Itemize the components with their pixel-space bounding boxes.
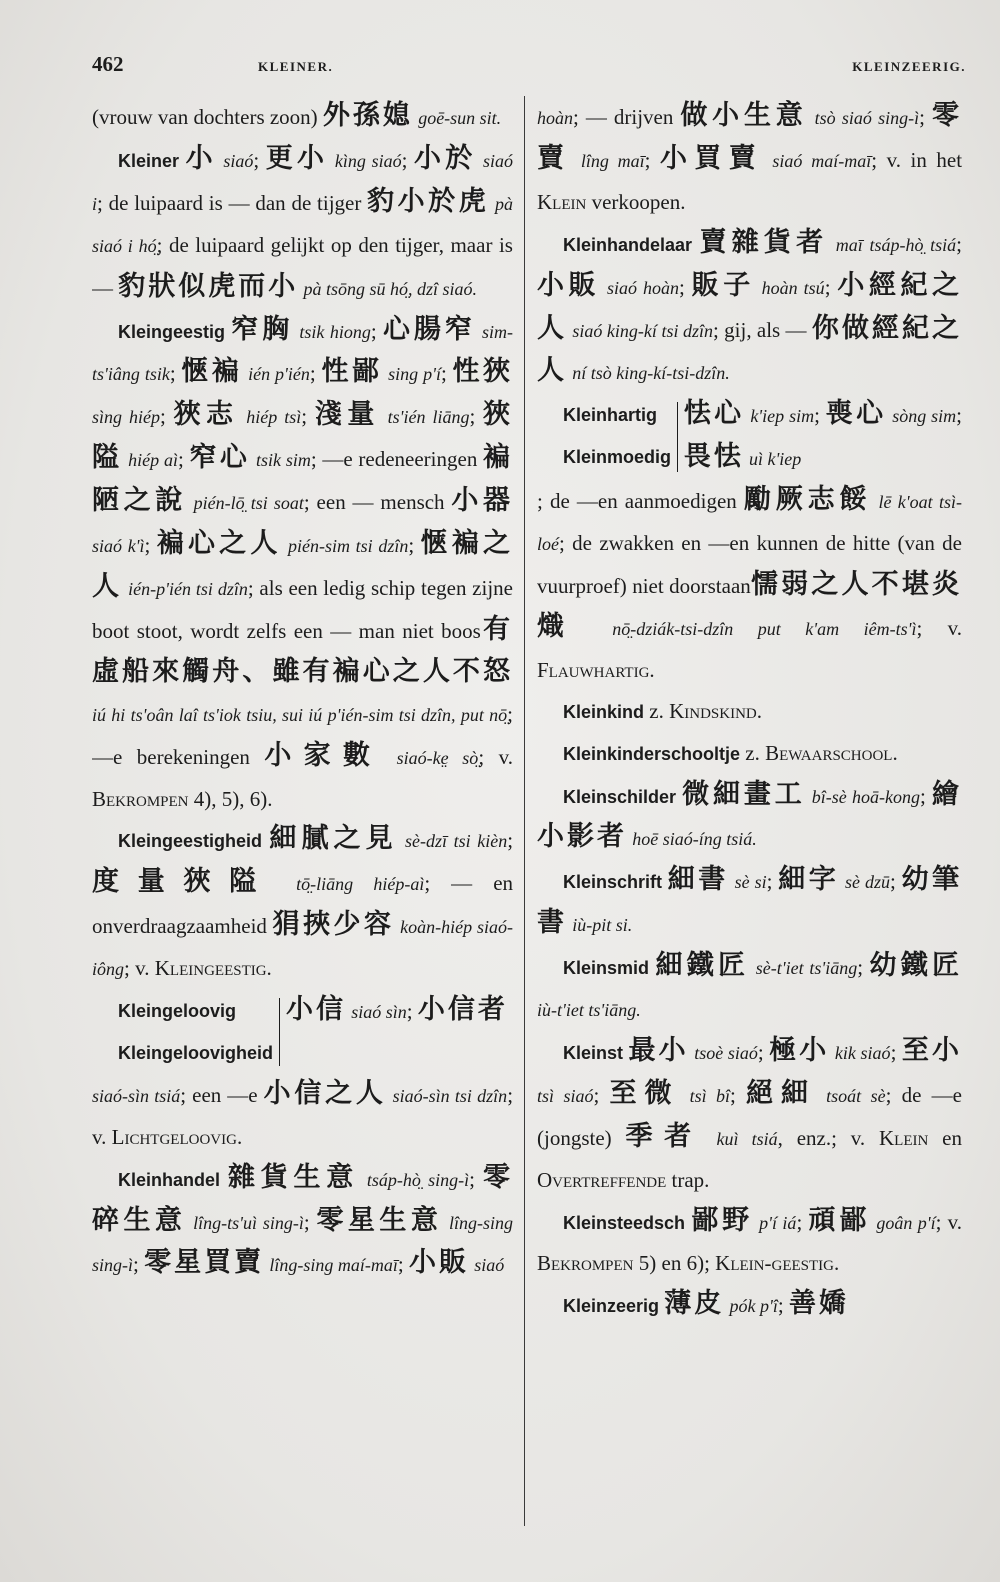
right-column [537,96,962,1536]
chinese-text: 雜貨生意 [228,1161,359,1193]
chinese-text: 小販 [408,1247,469,1279]
romanization: iù-t'iet ts'iāng. [537,1000,641,1021]
text: ; —e redeneeringen [310,447,483,472]
chinese-text: 褊陋之說 [92,442,513,517]
text: ; [397,1252,409,1277]
romanization: hiép tsì [246,407,302,428]
chinese-text: 零碎生意 [92,1161,513,1236]
text: ; [370,318,383,343]
romanization: tsò siaó sing-ì [814,108,920,128]
chinese-text: 狹隘 [92,399,513,474]
text: ; een — mensch [303,490,452,515]
text: ; [796,1209,809,1234]
entry-body [286,990,513,1074]
text: ; [814,403,826,428]
headword: Kleinst [563,1042,624,1063]
chinese-text: 細膩之見 [269,823,398,855]
chinese-text: 幼鐵匠 [869,950,962,982]
romanization: siaó-sìn tsiá [92,1085,181,1106]
chinese-text: 狷挾少容 [272,909,395,941]
romanization: tsoè siaó [694,1042,758,1063]
romanization: iú hi ts'oân laî ts'iok tsiu, sui iú p'ién-sim tsi dzîn, put nō̤ [92,704,508,725]
cross-reference: Klein-geestig. [715,1251,840,1276]
romanization: tsoát sè [826,1085,886,1106]
romanization: sim-ts'iâng tsik [92,321,513,385]
romanization: hoàn tsú [761,277,825,298]
romanization: sing p'í [388,364,441,385]
chinese-text: 季者 [625,1120,703,1152]
chinese-text: 鄙野 [691,1204,754,1236]
romanization: sè-dzī tsi kièn [405,831,508,852]
romanization: tsik sim [256,450,311,471]
entry-kleinschilder [537,775,962,861]
chinese-text: 勵厥志餒 [743,484,872,516]
text: trap. [666,1167,710,1192]
text: ; [144,533,157,558]
chinese-text: 小販 [537,269,601,301]
text: ; [440,361,453,386]
romanization: tsì bî [689,1085,731,1106]
cross-reference: Bekrompen [537,1251,634,1276]
romanization: goē-sun sit. [418,108,502,128]
column-divider [524,96,525,1526]
romanization: siaó sìn [351,1002,407,1023]
romanization: uì k'iep [748,449,802,470]
text: ; [253,147,266,172]
romanization: bî-sè hoā-kong [811,786,921,807]
chinese-text: 細鐵匠 [655,950,750,982]
headword: Kleinsteedsch [563,1212,686,1233]
romanization: siaó i [92,150,513,214]
text: ; de —e (jongste) [537,1082,962,1150]
chinese-text: 幼筆書 [537,864,962,939]
text: ; —e berekeningen [92,701,513,769]
text: ; v. [124,956,155,981]
text: 5) en 6); [633,1251,716,1276]
text: ; v. [92,1082,513,1149]
headword: Kleingeestigheid [118,831,263,852]
chinese-text: 善嬌 [788,1288,849,1320]
romanization: kik siaó [834,1042,891,1063]
entry-kleinschrift [537,860,962,946]
chinese-text: 愜褊之人 [92,528,513,602]
chinese-text: 零星買賣 [144,1247,265,1279]
chinese-text: 豹狀似虎而小 [118,270,299,302]
headword-group [537,394,671,480]
chinese-text: 小信者 [417,994,508,1026]
text: ; [644,147,661,172]
text: ; [766,869,779,894]
chinese-text: 繪小影者 [537,778,962,853]
text: ; [730,1082,747,1107]
text: ; als een ledig schip tegen zijne boot stoot, wordt zelfs een — man niet boos [92,575,513,643]
cross-reference: Bekrompen [92,786,189,811]
entry-kleinst [537,1031,962,1201]
chinese-text: 淺量 [314,399,380,431]
text: ; [469,404,484,429]
text: ; v. [916,615,962,640]
romanization: ts'ién liāng [387,407,470,428]
text: ; gij, als — [713,317,812,342]
text: ; — en onverdraagzaamheid [92,871,513,939]
romanization: siaó k'ì [92,536,145,557]
text: ; de —en aanmoedigen [537,489,744,514]
headword: Kleinzeerig [563,1296,660,1317]
chinese-text: 度量狹隘 [92,866,276,898]
headword: Kleinschrift [563,872,663,893]
chinese-text: 細書 [667,864,729,896]
romanization: lîng-ts'uì sing-ì [193,1212,304,1233]
text: ; [593,1082,610,1107]
text: ; — drijven [573,105,681,129]
text: ; [301,404,315,429]
romanization: kìng siaó [334,150,402,171]
romanization: tsáp-hò̤ sing-ì [366,1169,470,1190]
text: ; [303,1209,317,1234]
chinese-text: 怯心 [683,398,745,430]
chinese-text: 最小 [628,1034,689,1066]
text: ; [889,869,902,894]
entry-kleingeloovig-continuation [92,1074,513,1158]
romanization: siaó maí-maī [772,150,872,171]
chinese-text: 做小生意 [680,100,808,131]
entry-kleinhartig [537,394,962,480]
chinese-text: 小 [185,142,217,174]
romanization: siaó [223,150,254,171]
text: 4), 5), 6). [188,786,273,811]
chinese-text: 頑鄙 [808,1204,871,1236]
chinese-text: 至小 [901,1034,962,1066]
text: ; [406,999,418,1024]
text: ; [956,403,962,428]
text: ; v. [478,744,513,769]
text: ; [133,1252,145,1277]
cross-reference: Klein [879,1125,929,1150]
romanization: siaó [474,1255,505,1276]
chinese-text: 賣雜貨者 [699,226,829,258]
chinese-text: 販子 [691,269,755,301]
chinese-text: 小買賣 [660,142,763,174]
romanization: ién p'ién [248,364,310,385]
romanization: tsì siaó [537,1085,594,1106]
chinese-text: 愜褊 [181,356,243,388]
text: ; [469,1166,483,1191]
chinese-text: 窄心 [189,442,251,474]
chinese-text: 有虛船來觸舟、雖有褊心之人不怒 [92,613,513,687]
text: ; [408,533,421,558]
romanization: ní tsò king-kí-tsi-dzîn. [572,363,730,384]
cross-reference: Kindskind. [669,698,763,723]
chinese-text: 性鄙 [321,356,383,388]
romanization: kuì tsiá [716,1128,778,1149]
chinese-text: 小信之人 [263,1077,387,1109]
text: ; [309,361,322,386]
chinese-text: 薄皮 [664,1288,725,1320]
romanization: sìng hiép [92,407,160,428]
entry-continuation [537,96,962,223]
headword: Kleinhandelaar [563,234,693,255]
headword: Kleinkinderschooltje [563,743,741,764]
left-column [92,96,513,1536]
headword: Kleinhandel [118,1169,221,1190]
romanization: ién-p'ién tsi dzîn [128,578,248,599]
chinese-text: 心腸窄 [382,313,476,345]
chinese-text: 懦弱之人不堪炎熾 [537,568,962,642]
chinese-text: 窄胸 [231,313,294,345]
text: ; [169,361,182,386]
chinese-text: 你做經紀之人 [537,312,962,387]
running-header [92,52,966,86]
text: ; [757,1039,770,1064]
entry-kleinhandel [92,1158,513,1287]
romanization: sè-t'iet ts'iāng [755,958,858,979]
entry-kleinsmid [537,946,962,1031]
cross-reference: Flauwhartig. [537,657,655,682]
romanization: k'iep sim [750,406,815,427]
chinese-text: 更小 [265,142,329,174]
romanization: siaó-sìn tsi dzîn [392,1085,508,1106]
chinese-text: 畏怯 [683,441,744,473]
text: ; [824,274,838,299]
romanization: hiép aì [128,450,178,471]
entry-kleinkinderschooltje [537,733,962,775]
chinese-text: 絕細 [746,1077,816,1109]
text: ; de luipaard gelijkt op den tijger, maar is — [92,232,513,300]
headword: Kleinhartig [563,405,658,426]
text: ; [919,105,933,129]
romanization: p'í iá [759,1212,797,1233]
text: ; [777,1293,789,1318]
romanization: siaó king-kí tsi dzîn [572,320,714,341]
headword: Kleiner [118,150,180,171]
chinese-text: 微細畫工 [682,778,806,810]
romanization: pién-lō̤ tsi soat [193,493,304,514]
entry-continuation [92,96,513,139]
text: ; [890,1039,902,1064]
text: ; [401,147,414,172]
romanization: lîng-sing maí-maī [269,1255,398,1276]
text: z. [740,740,766,765]
entry-kleinhartig-continuation [537,480,962,691]
chinese-text: 極小 [769,1034,830,1066]
chinese-text: 小經紀之人 [537,269,962,344]
text: z. [644,698,670,723]
text: ; [507,828,513,853]
romanization: tō̤-liāng hiép-aì [296,874,425,895]
romanization: pà siaó i hó̤ [92,193,513,256]
cross-reference: Kleingeestig. [154,956,272,981]
headword: Kleingeloovigheid [118,1042,274,1063]
romanization: lîng maī [580,150,645,171]
chinese-text: 小器 [451,485,513,517]
chinese-text: 細字 [778,864,840,896]
chinese-text: 褊心之人 [156,528,282,560]
page-number: 462 [92,52,124,76]
romanization: pà tsōng sū hó̤, dzî siaó. [303,278,478,299]
text: ; [956,231,962,256]
text: en [928,1125,962,1150]
headword: Kleinkind [563,701,645,722]
text: , enz.; v. [777,1125,880,1150]
chinese-text: 狹志 [173,399,239,431]
right-running-head: KLEINZEERIG. [852,59,966,74]
entry-kleingeloovig [92,990,513,1074]
text: verkoopen. [586,189,686,214]
romanization: sè si [734,872,767,893]
left-running-head: KLEINER. [258,59,334,74]
text: ; v. in het [871,147,962,172]
headword: Kleingeestig [118,321,226,342]
text: (vrouw van dochters zoon) [92,105,323,129]
cross-reference: Bewaarschool. [765,740,898,765]
romanization: pók p'î [729,1296,778,1317]
entry-kleinzeerig [537,1284,962,1327]
entry-kleiner [92,139,513,310]
cross-reference: Klein [537,189,587,214]
chinese-text: 外孫媳 [322,100,413,131]
chinese-text: 小家數 [264,739,383,771]
romanization: tsik hiong [299,321,371,342]
entry-kleinkind [537,691,962,733]
cross-reference: Lichtgeloovig. [111,1124,243,1149]
text: ; [159,404,174,429]
bracket-bar [677,402,678,472]
text: ; [857,955,870,980]
romanization: siaó-ke̤ sò̤ [396,747,479,768]
text: ; een —e [180,1082,264,1107]
entry-kleingeestigheid [92,819,513,990]
romanization: maī tsáp-hò̤ tsiá [835,234,957,255]
chinese-text: 豹小於虎 [367,185,490,217]
romanization: iù-pit si. [572,915,633,936]
text: ; [178,447,190,472]
romanization: koàn-hiép siaó-iông [92,917,513,980]
chinese-text: 喪心 [825,398,887,430]
cross-reference: Overtreffende [537,1167,667,1192]
romanization: nō̤-dziák-tsi-dzîn put k'am iêm-ts'ì [612,618,917,639]
headword: Kleingeloovig [118,1001,237,1022]
chinese-text: 零星生意 [316,1204,443,1236]
romanization: sè dzū [844,872,890,893]
text: ; [679,274,692,299]
romanization: siaó hoàn [606,277,680,298]
headword: Kleinschilder [563,786,677,807]
headword-group [92,990,273,1074]
entry-kleingeestig [92,310,513,820]
bracket-bar [279,998,280,1066]
text: ; de luipaard is — dan de tijger [97,190,368,215]
entry-kleinhandelaar [537,223,962,395]
text: ; [920,783,932,808]
chinese-text: 至微 [609,1077,680,1109]
romanization: hoàn [537,108,573,128]
chinese-text: 零賣 [537,100,962,174]
romanization: hoē siaó-íng tsiá. [632,829,757,850]
text: ; de zwakken en —en kunnen de hitte (van de vuurproef) niet doorstaan [537,531,962,598]
chinese-text: 小於 [413,142,477,174]
headword: Kleinmoedig [563,447,672,468]
romanization: sòng sim [892,406,957,427]
chinese-text: 小信 [286,994,347,1026]
headword: Kleinsmid [563,958,650,979]
romanization: lē k'oat tsì-loé [537,492,962,555]
romanization: goân p'í [876,1212,936,1233]
entry-body [684,394,962,480]
text: ; v. [935,1209,962,1234]
chinese-text: 性狹 [452,356,513,388]
entry-kleinsteedsch [537,1201,962,1285]
romanization: pién-sim tsi dzîn [287,536,409,557]
romanization: lîng-sing sing-ì [92,1212,513,1276]
